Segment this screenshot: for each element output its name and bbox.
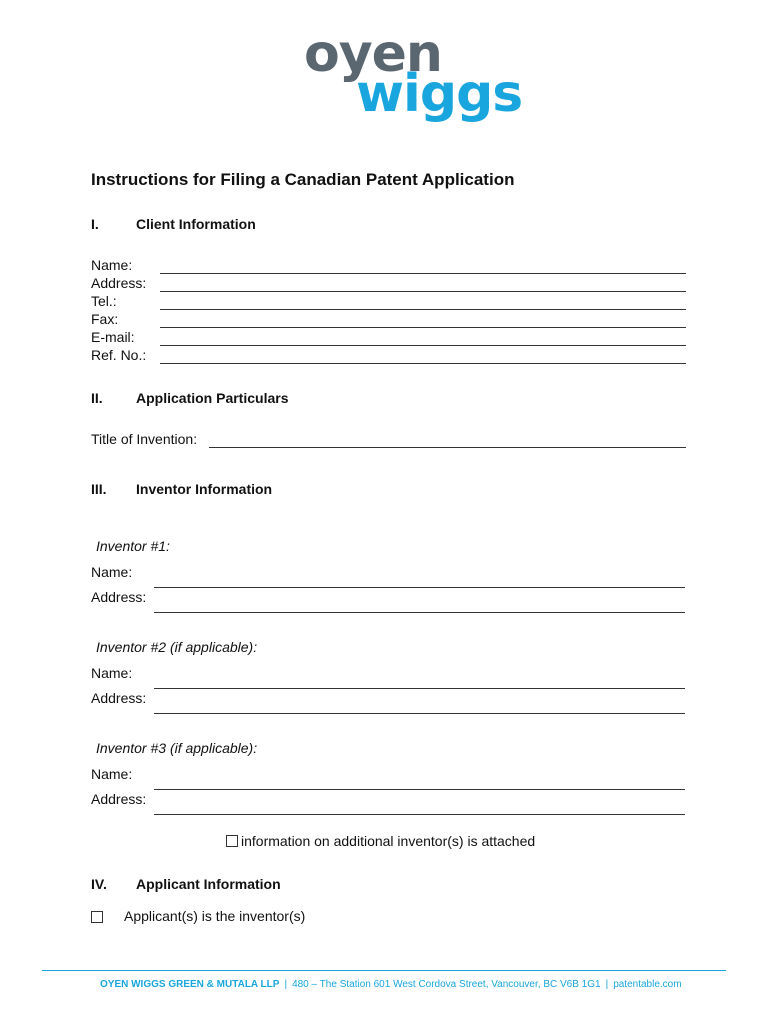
client-tel-line[interactable] [160,309,686,310]
footer: OYEN WIGGS GREEN & MUTALA LLP | 480 – The Station 601 West Cordova Street, Vancouver, BC V6B 1G1 | patentable.com [100,979,682,990]
invention-title-label: Title of Invention: [91,431,198,447]
inventor-2-address-line[interactable] [154,713,685,714]
footer-divider [42,970,726,971]
invention-title-line[interactable] [209,447,686,448]
footer-address: 480 – The Station 601 West Cordova Street, Vancouver, BC V6B 1G1 [292,979,601,990]
inventor-2-heading: Inventor #2 (if applicable): [96,639,258,655]
client-name-label: Name: [91,257,133,273]
inventor-3-address-label: Address: [91,791,147,807]
inventor-1-address-label: Address: [91,589,147,605]
inventor-3-name-line[interactable] [154,789,685,790]
inventor-3-address-line[interactable] [154,814,685,815]
inventor-1-name-label: Name: [91,564,133,580]
inventor-2-address-label: Address: [91,690,147,706]
inventor-3-heading: Inventor #3 (if applicable): [96,740,258,756]
additional-inventors-option [226,833,535,849]
inventor-1-heading: Inventor #1: [96,538,170,554]
client-email-label: E-mail: [91,329,135,345]
section-3-title: Inventor Information [136,481,273,497]
section-2-title: Application Particulars [136,390,289,406]
logo-oyen: oyen [304,24,442,84]
client-ref-label: Ref. No.: [91,347,147,363]
section-4-number: IV. [91,876,107,892]
applicant-is-inventor-checkbox[interactable] [91,911,103,923]
page-title: Instructions for Filing a Canadian Patent Application [91,170,515,189]
inventor-2-name-label: Name: [91,665,133,681]
logo-wiggs: wiggs [356,64,523,124]
client-ref-line[interactable] [160,363,686,364]
section-1-title: Client Information [136,216,256,232]
additional-inventors-checkbox[interactable] [226,835,238,847]
client-address-label: Address: [91,275,147,291]
client-name-line[interactable] [160,273,686,274]
client-email-line[interactable] [160,345,686,346]
additional-inventors-label: information on additional inventor(s) is attached [241,833,536,849]
section-2-number: II. [91,390,103,406]
inventor-1-name-line[interactable] [154,587,685,588]
section-3-number: III. [91,481,107,497]
footer-firm: OYEN WIGGS GREEN & MUTALA LLP [100,979,280,990]
section-4-title: Applicant Information [136,876,281,892]
inventor-2-name-line[interactable] [154,688,685,689]
client-tel-label: Tel.: [91,293,117,309]
inventor-3-name-label: Name: [91,766,133,782]
client-fax-label: Fax: [91,311,119,327]
footer-website[interactable]: patentable.com [613,979,682,990]
inventor-1-address-line[interactable] [154,612,685,613]
applicant-is-inventor-label: Applicant(s) is the inventor(s) [124,908,306,924]
section-1-number: I. [91,216,99,232]
client-address-line[interactable] [160,291,686,292]
client-fax-line[interactable] [160,327,686,328]
